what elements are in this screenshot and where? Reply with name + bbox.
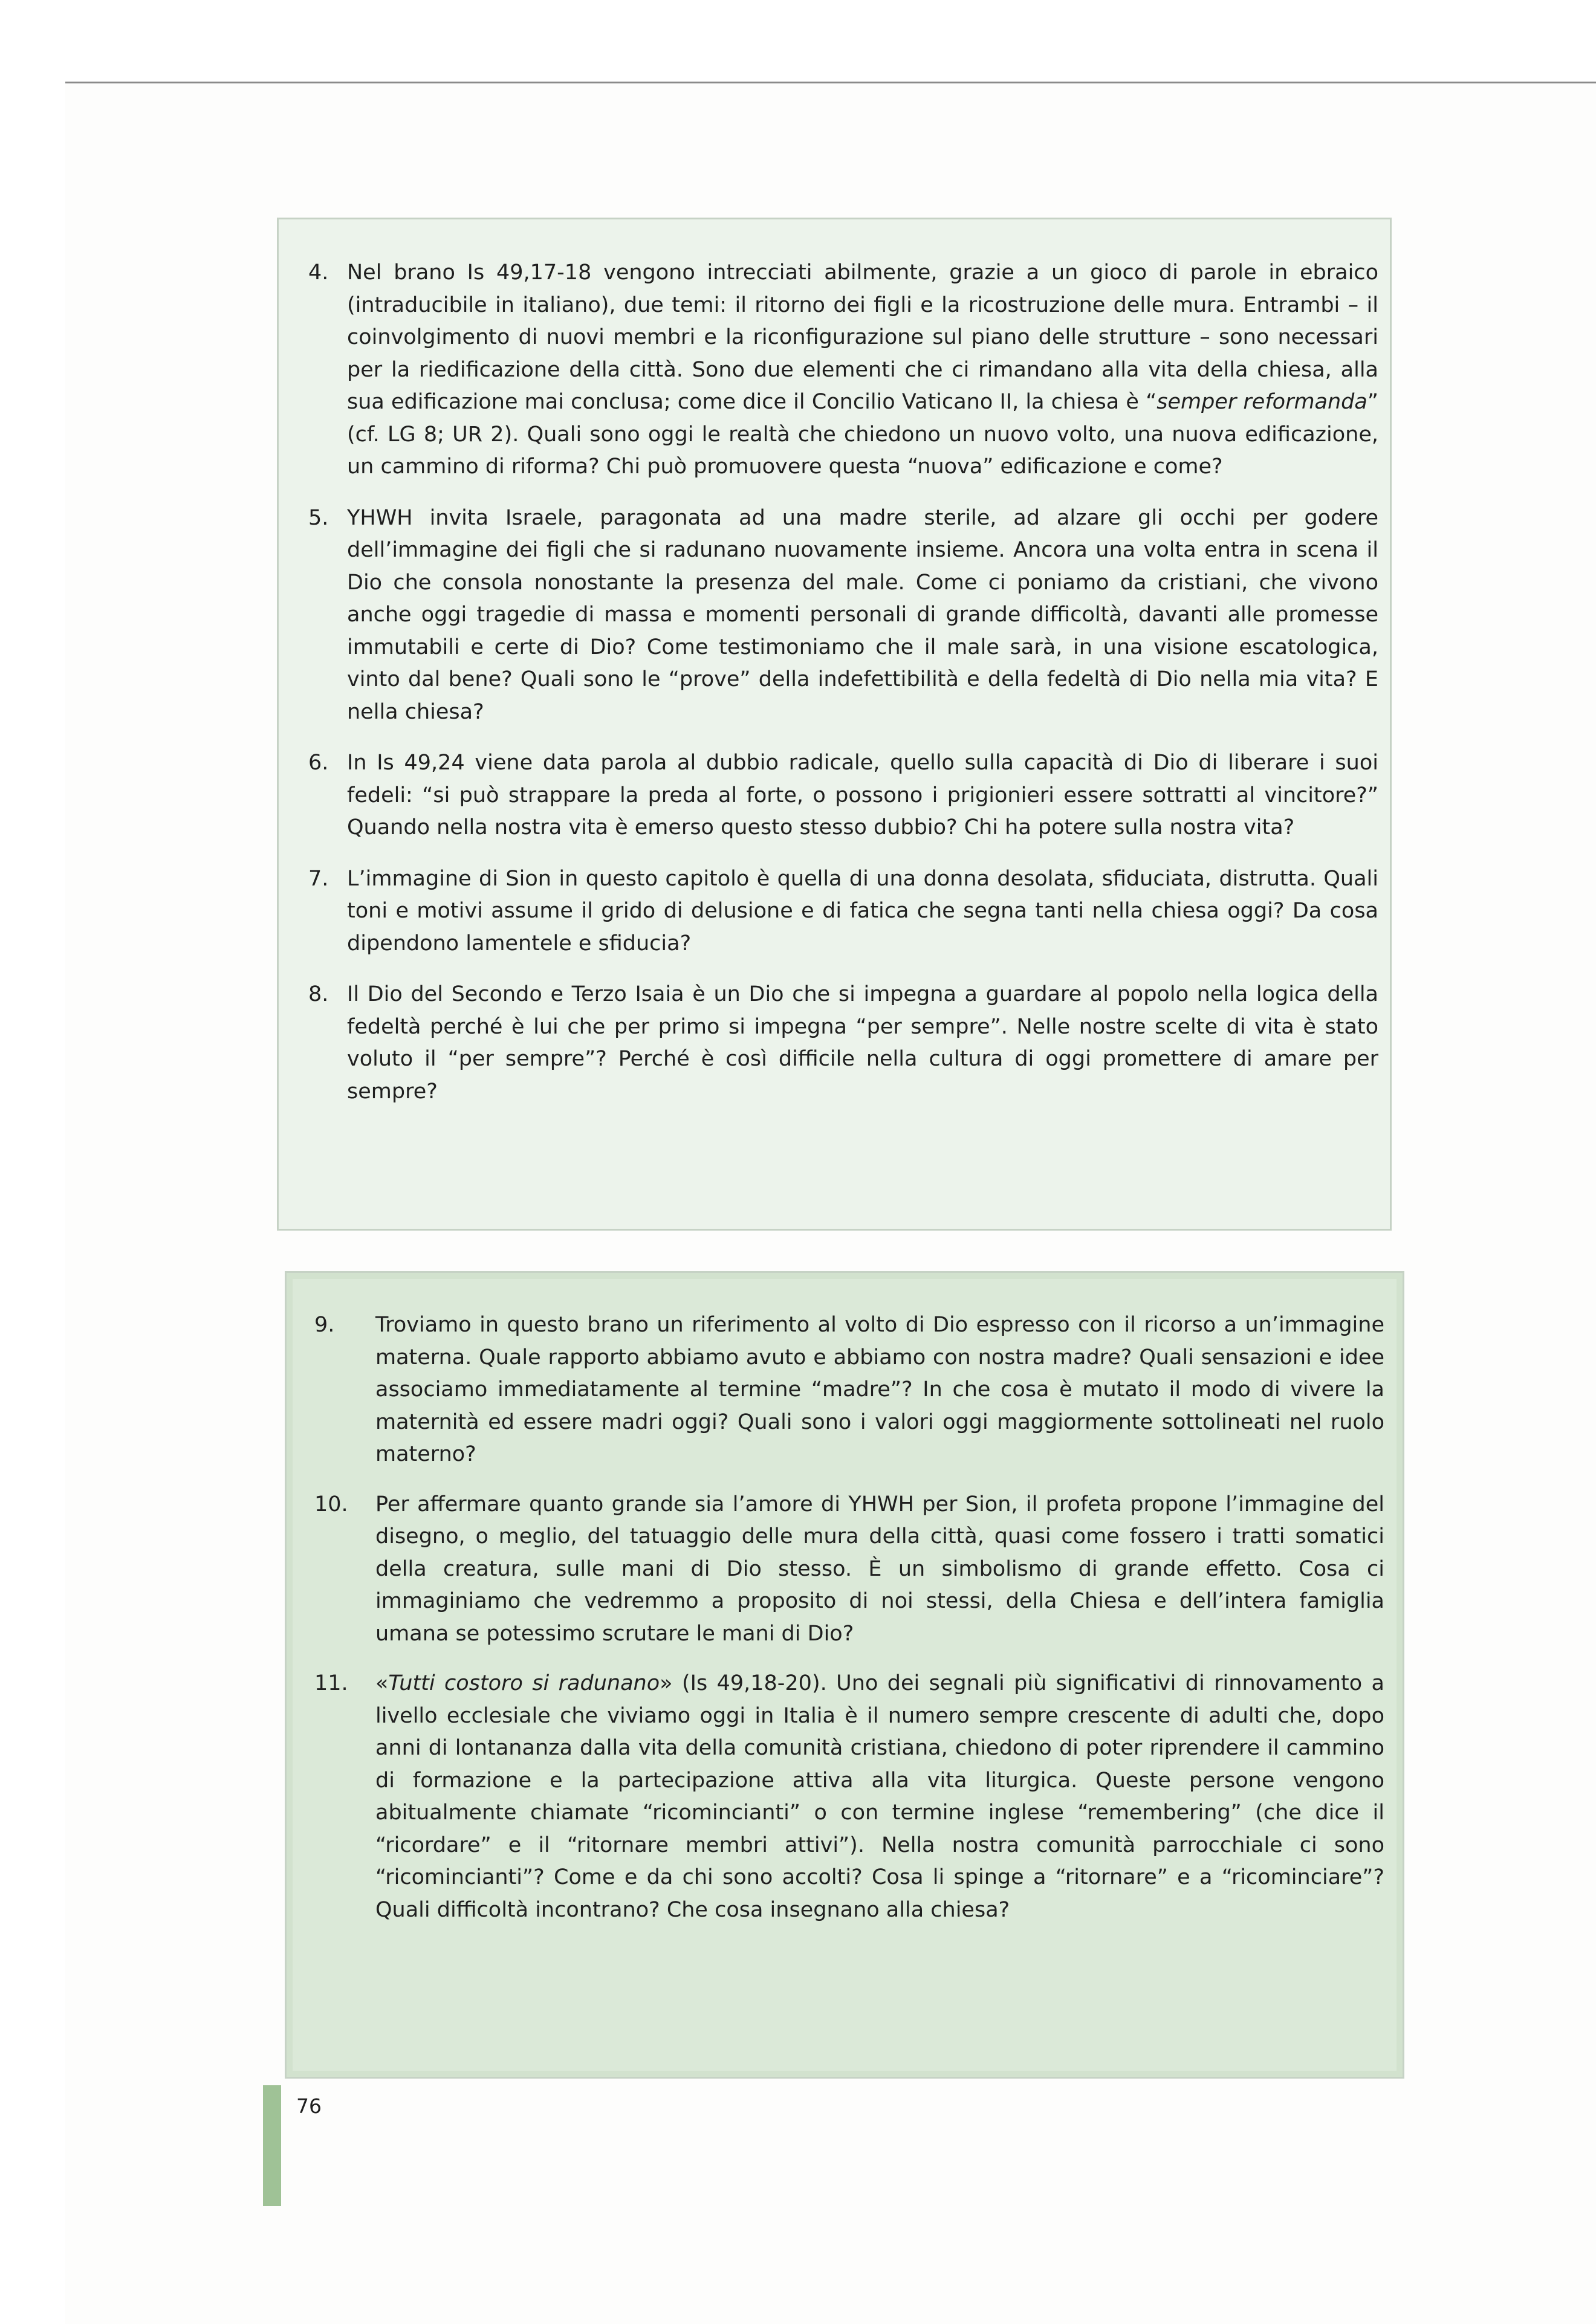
- question-text: Il Dio del Secondo e Terzo Isaia è un Dio che si impegna a guardare al popolo nella logica della fedeltà perché è lui che per primo si impegna “per sempre”. Nelle nostre scelte di vita è stato voluto il “per sempre”? Perché è così difficile nella cultura di oggi promettere di amare per sempre?: [347, 982, 1378, 1104]
- question-number: 6.: [308, 751, 329, 775]
- page-number: 76: [296, 2094, 322, 2118]
- questions-box-bottom: [285, 1271, 1404, 2079]
- book-page: [65, 82, 1596, 2324]
- question-text: In Is 49,24 viene data parola al dubbio radicale, quello sulla capacità di Dio di liberare i suoi fedeli: “si può strappare la preda al forte, o possono i prigionieri essere sottratti al vincitore?” Quando nella nostra vita è emerso questo stesso dubbio? Chi ha potere sulla nostra vita?: [347, 751, 1378, 840]
- question-number: 8.: [308, 982, 329, 1006]
- question-number: 9.: [314, 1313, 335, 1337]
- question-number: 5.: [308, 505, 329, 530]
- question-number: 10.: [314, 1492, 348, 1516]
- question-text-italic: semper reformanda: [1156, 390, 1367, 414]
- question-item-5: [308, 502, 1378, 729]
- question-text: YHWH invita Israele, paragonata ad una madre sterile, ad alzare gli occhi per godere dell’immagine dei figli che si radunano nuovamente insieme. Ancora una volta entra in scena il Dio che consola nonostante la presenza del male. Come ci poniamo da cristiani, che vivono anche oggi tragedie di massa e momenti personali di grande difficoltà, davanti alle promesse immutabili e certe di Dio? Come testimoniamo che il male sarà, in una visione escatologica, vinto dal bene? Quali sono le “prove” della indefettibilità e della fedeltà di Dio nella mia vita? E nella chiesa?: [347, 505, 1378, 724]
- question-number: 4.: [308, 261, 329, 285]
- question-text-italic: Tutti costoro si radunano: [388, 1671, 660, 1695]
- page-number-marker: [263, 2085, 281, 2206]
- question-number: 11.: [314, 1671, 348, 1695]
- question-item-10: [314, 1489, 1384, 1651]
- question-text: Nel brano Is 49,17-18 vengono intrecciati abilmente, grazie a un gioco di parole in ebraico (intraducibile in italiano), due temi: il ritorno dei figli e la ricostruzione delle mura. Entrambi – il coinvolgimento di nuovi membri e la riconfigurazione sul piano delle strutture – sono necessari per la riedificazione della città. Sono due elementi che ci rimandano alla vita della chiesa, alla sua edificazione mai conclusa; come dice il Concilio Vaticano II, la chiesa è “: [347, 261, 1378, 414]
- question-list-top: [308, 257, 1378, 1108]
- question-item-9: [314, 1309, 1384, 1471]
- question-text: » (Is 49,18-20). Uno dei segnali più significativi di rinnovamento a livello ecclesiale che viviamo oggi in Italia è il numero sempre crescente di adulti che, dopo anni di lontananza dalla vita della comunità cristiana, chiedono di poter riprendere il cammino di formazione e la partecipazione attiva alla vita liturgica. Queste persone vengono abitualmente chiamate “ricomincianti” o con termine inglese “remembering” (che dice il “ricordare” e il “ritornare membri attivi”). Nella nostra comunità parrocchiale ci sono “ricomincianti”? Come e da chi sono accolti? Cosa li spinge a “ritornare” e a “ricominciare”? Quali difficoltà incontrano? Che cosa insegnano alla chiesa?: [375, 1671, 1385, 1922]
- question-item-8: [308, 979, 1378, 1108]
- question-list-bottom: [314, 1309, 1384, 1926]
- question-item-7: [308, 863, 1378, 960]
- question-item-11: [314, 1668, 1384, 1926]
- question-item-4: [308, 257, 1378, 484]
- questions-box-top: [277, 218, 1392, 1231]
- question-text: «: [375, 1671, 389, 1695]
- question-text: Troviamo in questo brano un riferimento al volto di Dio espresso con il ricorso a un’immagine materna. Quale rapporto abbiamo avuto e abbiamo con nostra madre? Quali sensazioni e idee associamo immediatamente al termine “madre”? In che cosa è mutato il modo di vivere la maternità ed essere madri oggi? Quali sono i valori oggi maggiormente sottolineati nel ruolo materno?: [375, 1313, 1384, 1466]
- question-text: Per affermare quanto grande sia l’amore di YHWH per Sion, il profeta propone l’immagine del disegno, o meglio, del tatuaggio delle mura della città, quasi come fossero i tratti somatici della creatura, sulle mani di Dio stesso. È un simbolismo di grande effetto. Cosa ci immaginiamo che vedremmo a proposito di noi stessi, della Chiesa e dell’intera famiglia umana se potessimo scrutare le mani di Dio?: [375, 1492, 1384, 1646]
- question-text: L’immagine di Sion in questo capitolo è quella di una donna desolata, sfiduciata, distrutta. Quali toni e motivi assume il grido di delusione e di fatica che segna tanti nella chiesa oggi? Da cosa dipendono lamentele e sfiducia?: [347, 866, 1378, 956]
- page-top-edge: [65, 82, 1596, 83]
- question-item-6: [308, 747, 1378, 844]
- question-number: 7.: [308, 866, 329, 891]
- question-text: ” (cf. LG 8; UR 2). Quali sono oggi le realtà che chiedono un nuovo volto, una nuova edificazione, un cammino di riforma? Chi può promuovere questa “nuova” edificazione e come?: [347, 390, 1378, 479]
